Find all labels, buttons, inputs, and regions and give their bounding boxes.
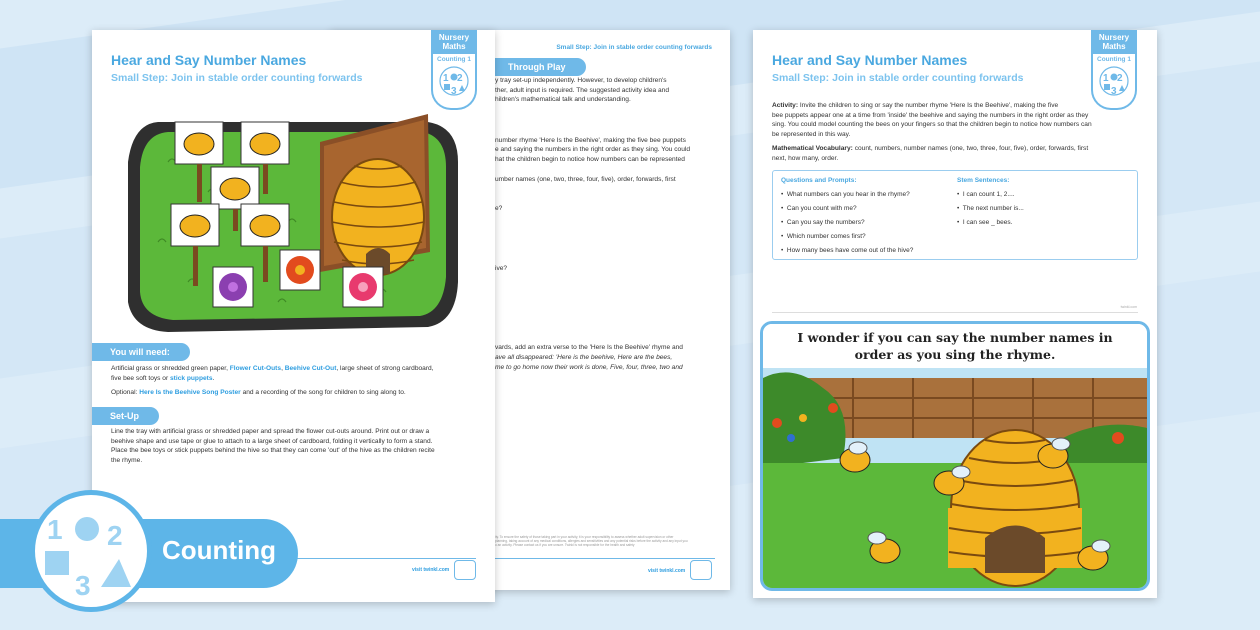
garden-scene: [763, 368, 1147, 591]
svg-text:2: 2: [457, 73, 463, 84]
you-will-need-text: Artificial grass or shredded green paper, Flower Cut-Outs, Beehive Cut-Out, large sheet of strong cardboard, five bee soft toys or stick puppets. Optional: Here Is the Beehive Song Poster and a recording of the song for children to sing along to.: [111, 365, 434, 397]
stem-item: • I can count 1, 2....: [957, 191, 1015, 198]
page-subtitle: Small Step: Join in stable order counting forwards: [111, 72, 363, 84]
numbers-icon: [439, 66, 469, 104]
flower-cutout: [343, 267, 383, 307]
svg-text:2: 2: [1117, 73, 1123, 84]
svg-text:1: 1: [443, 73, 449, 84]
question-item: • How many bees have come out of the hive?: [781, 247, 914, 254]
svg-text:3: 3: [1111, 86, 1117, 97]
question-item: • Can you say the numbers?: [781, 219, 865, 226]
nursery-maths-badge: Nursery Maths Counting 1 1 2 3: [431, 30, 477, 110]
through-play-tab: Through Play: [490, 58, 586, 76]
back-footer-link[interactable]: visit twinkl.com: [648, 568, 686, 574]
questions-box: [772, 170, 1138, 260]
twinkl-logo: [454, 560, 476, 580]
page-title: Hear and Say Number Names: [111, 52, 307, 68]
activity-text: Activity: Invite the children to sing or say the number rhyme 'Here Is the Beehive', making the five bee puppets appear one at a time from 'inside' the beehive and saying the numbers in the right order as they sing. You could model counting the bees on your fingers so that the children begin to notice how numbers can be represented in this way. Mathematical Vocabulary: count, numbers, number names (one, two, three, four, five), order, forwards, first next, how many, order.: [772, 102, 1092, 162]
questions-heading: Questions and Prompts:: [781, 177, 857, 184]
divider: [772, 312, 1138, 313]
nursery-maths-badge: Nursery Maths Counting 1 1 2 3: [1091, 30, 1137, 110]
twinkl-logo: [690, 560, 712, 580]
back-header: Small Step: Join in stable order counting forwards: [556, 44, 712, 51]
flower-cutouts-link[interactable]: Flower Cut-Outs: [229, 365, 282, 372]
stick-puppets-link[interactable]: stick puppets: [170, 374, 213, 382]
svg-text:3: 3: [451, 86, 457, 97]
flower-cutout: [280, 250, 320, 290]
beehive-cutout-link[interactable]: Beehive Cut-Out: [284, 365, 337, 372]
question-item: • Can you count with me?: [781, 205, 857, 212]
back-fine-print: ity. To ensure the safety of those taking part in your activity, it is your responsibility to assess whether adult supervision or other planning, taking account of any medical conditions, allergies and sensitivities and any potential risks before the activity and any input you o an activity. Please contact us if you are unsure. Twinkl is not responsible for the health and safety: [495, 535, 688, 547]
question-item: • What numbers can you hear in the rhyme?: [781, 191, 910, 198]
left-page: [92, 30, 495, 602]
stem-item: • The next number is...: [957, 205, 1024, 212]
numbers-shapes-icon: [35, 495, 147, 607]
svg-text:1: 1: [1103, 73, 1109, 84]
back-body-text: y tray set-up independently. However, to develop children's ther, adult input is required. The suggested activity idea and hildren's mathematical talk and understanding. number rhyme 'Here Is the Beehive', making the five bee puppets e and saying the numbers in the right order as they sing. You could hat the children begin to notice how numbers can be represented umber names (one, two, three, four, five), order, forwards, first e? ive? vards, add an extra verse to the 'Here Is the Beehive' rhyme and ave all disappeared: 'Here is the beehive, Here are the bees, me to go home now their work is done, Five, four, three, two and: [495, 77, 691, 371]
question-item: • Which number comes first?: [781, 233, 866, 240]
song-poster-link[interactable]: Here Is the Beehive Song Poster: [139, 389, 241, 397]
back-footer-line: [495, 558, 715, 559]
counting-label: Counting: [162, 535, 277, 565]
page-title: Hear and Say Number Names: [772, 52, 968, 68]
stem-sentences-heading: Stem Sentences:: [957, 177, 1010, 184]
stem-item: • I can see _ bees.: [957, 219, 1013, 226]
right-page: [753, 30, 1157, 598]
counting-emblem: [30, 490, 152, 612]
set-up-text: Line the tray with artificial grass or shredded paper and spread the flower cut-outs around. Print out or draw a beehive shape and use tape or glue to attach to a large sheet of cardboard, folding it vertically to form a stand. Place the bee toys or stick puppets behind the hive so that they can come 'out' of the hive as the children recite the rhyme.: [111, 428, 435, 464]
tuff-tray-illustration: [128, 102, 458, 342]
svg-text:2: 2: [107, 520, 123, 551]
illustration-caption: I wonder if you can say the number names in order as you sing the rhyme.: [763, 324, 1147, 368]
flower-cutout: [213, 267, 253, 307]
page-label: twinkl.com: [1120, 305, 1137, 309]
page-subtitle: Small Step: Join in stable order counting forwards: [772, 72, 1024, 84]
svg-text:1: 1: [47, 514, 63, 545]
you-will-need-tab: You will need:: [92, 343, 190, 361]
set-up-tab: Set-Up: [92, 407, 159, 425]
beehive-garden-illustration: [760, 321, 1150, 591]
svg-text:3: 3: [75, 570, 91, 601]
left-footer-link[interactable]: visit twinkl.com: [412, 567, 450, 573]
numbers-icon: [1099, 66, 1129, 104]
